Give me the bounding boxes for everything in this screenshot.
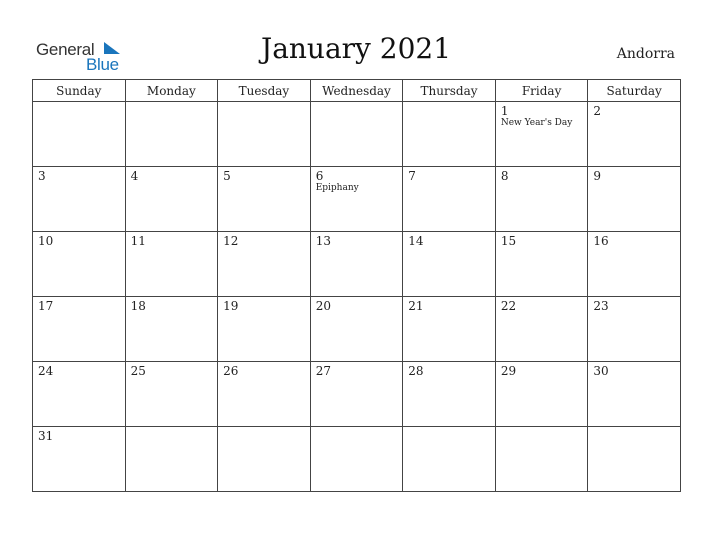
day-cell: [218, 167, 311, 232]
weekday-header: Wednesday: [310, 80, 403, 102]
weekday-header: Tuesday: [218, 80, 311, 102]
week-row: [33, 362, 681, 427]
week-row: [33, 102, 681, 167]
day-number: 23: [593, 299, 609, 313]
day-cell: [403, 167, 496, 232]
day-cell: [588, 102, 681, 167]
calendar-title: January 2021: [260, 32, 452, 65]
day-number: 17: [38, 299, 54, 313]
day-cell: [33, 167, 126, 232]
day-cell: [218, 232, 311, 297]
day-cell: [33, 232, 126, 297]
day-cell: [310, 232, 403, 297]
day-number: [496, 427, 588, 429]
day-cell: [403, 297, 496, 362]
day-number: [403, 102, 495, 104]
calendar-grid: [32, 79, 681, 492]
day-cell: [310, 297, 403, 362]
day-number: 27: [315, 364, 331, 378]
day-cell: [125, 167, 218, 232]
day-number: 2: [593, 104, 602, 118]
day-number: 4: [130, 169, 139, 183]
day-cell: [495, 102, 588, 167]
day-number: [126, 102, 218, 104]
country-label: Andorra: [616, 46, 675, 62]
day-number: 28: [408, 364, 424, 378]
day-cell: [125, 427, 218, 492]
day-cell: [495, 297, 588, 362]
day-cell: [310, 167, 403, 232]
day-number: 22: [500, 299, 517, 313]
week-row: [33, 427, 681, 492]
day-number: [311, 427, 403, 429]
day-number: 25: [130, 364, 146, 378]
day-number: 31: [38, 429, 54, 443]
weekday-header: Saturday: [588, 80, 681, 102]
day-cell: [218, 427, 311, 492]
day-cell: [403, 232, 496, 297]
day-number: 18: [130, 299, 146, 313]
day-number: 1: [500, 104, 509, 118]
day-cell: [588, 167, 681, 232]
day-number: 12: [223, 234, 239, 248]
day-number: 10: [38, 234, 54, 248]
day-number: 9: [593, 169, 602, 183]
day-number: 13: [315, 234, 331, 248]
day-number: 3: [38, 169, 46, 183]
day-cell: [218, 102, 311, 167]
day-cell: [588, 362, 681, 427]
day-cell: [403, 427, 496, 492]
day-cell: [495, 232, 588, 297]
day-number: 6: [315, 169, 324, 183]
logo-text-blue: Blue: [86, 55, 119, 74]
day-cell: [125, 362, 218, 427]
day-number: 14: [408, 234, 424, 248]
holiday-label: New Year's Day: [500, 118, 573, 128]
day-cell: [125, 102, 218, 167]
day-cell: [218, 297, 311, 362]
weekday-header: Sunday: [33, 80, 126, 102]
day-number: 24: [38, 364, 54, 378]
week-row: [33, 167, 681, 232]
day-number: [311, 102, 403, 104]
day-number: 7: [408, 169, 416, 183]
week-row: [33, 232, 681, 297]
week-row: [33, 297, 681, 362]
day-number: 5: [223, 169, 231, 183]
day-cell: [33, 362, 126, 427]
day-cell: [218, 362, 311, 427]
day-number: 26: [223, 364, 239, 378]
holiday-label: Epiphany: [315, 183, 359, 193]
day-cell: [495, 167, 588, 232]
weekday-header: Thursday: [403, 80, 496, 102]
day-number: 30: [593, 364, 609, 378]
day-number: 16: [593, 234, 609, 248]
logo-text-general: General: [36, 40, 95, 59]
day-cell: [588, 232, 681, 297]
day-number: [588, 427, 680, 429]
day-number: 21: [408, 299, 424, 313]
day-cell: [125, 232, 218, 297]
day-cell: [310, 427, 403, 492]
day-number: [126, 427, 218, 429]
day-number: [218, 427, 310, 429]
day-cell: [33, 102, 126, 167]
weekday-header: Monday: [125, 80, 218, 102]
day-cell: [588, 427, 681, 492]
day-number: [218, 102, 310, 104]
day-number: 19: [223, 299, 239, 313]
day-number: 8: [500, 169, 509, 183]
day-number: [403, 427, 495, 429]
day-cell: [33, 427, 126, 492]
weekday-header: Friday: [495, 80, 588, 102]
day-cell: [403, 102, 496, 167]
day-cell: [125, 297, 218, 362]
day-number: 20: [315, 299, 331, 313]
day-cell: [403, 362, 496, 427]
weekday-header-row: [33, 80, 681, 102]
day-cell: [310, 102, 403, 167]
day-cell: [588, 297, 681, 362]
day-number: 11: [130, 234, 146, 248]
day-cell: [495, 362, 588, 427]
day-number: [33, 102, 125, 104]
day-number: 15: [500, 234, 517, 248]
day-cell: [495, 427, 588, 492]
day-number: 29: [500, 364, 517, 378]
day-cell: [310, 362, 403, 427]
day-cell: [33, 297, 126, 362]
